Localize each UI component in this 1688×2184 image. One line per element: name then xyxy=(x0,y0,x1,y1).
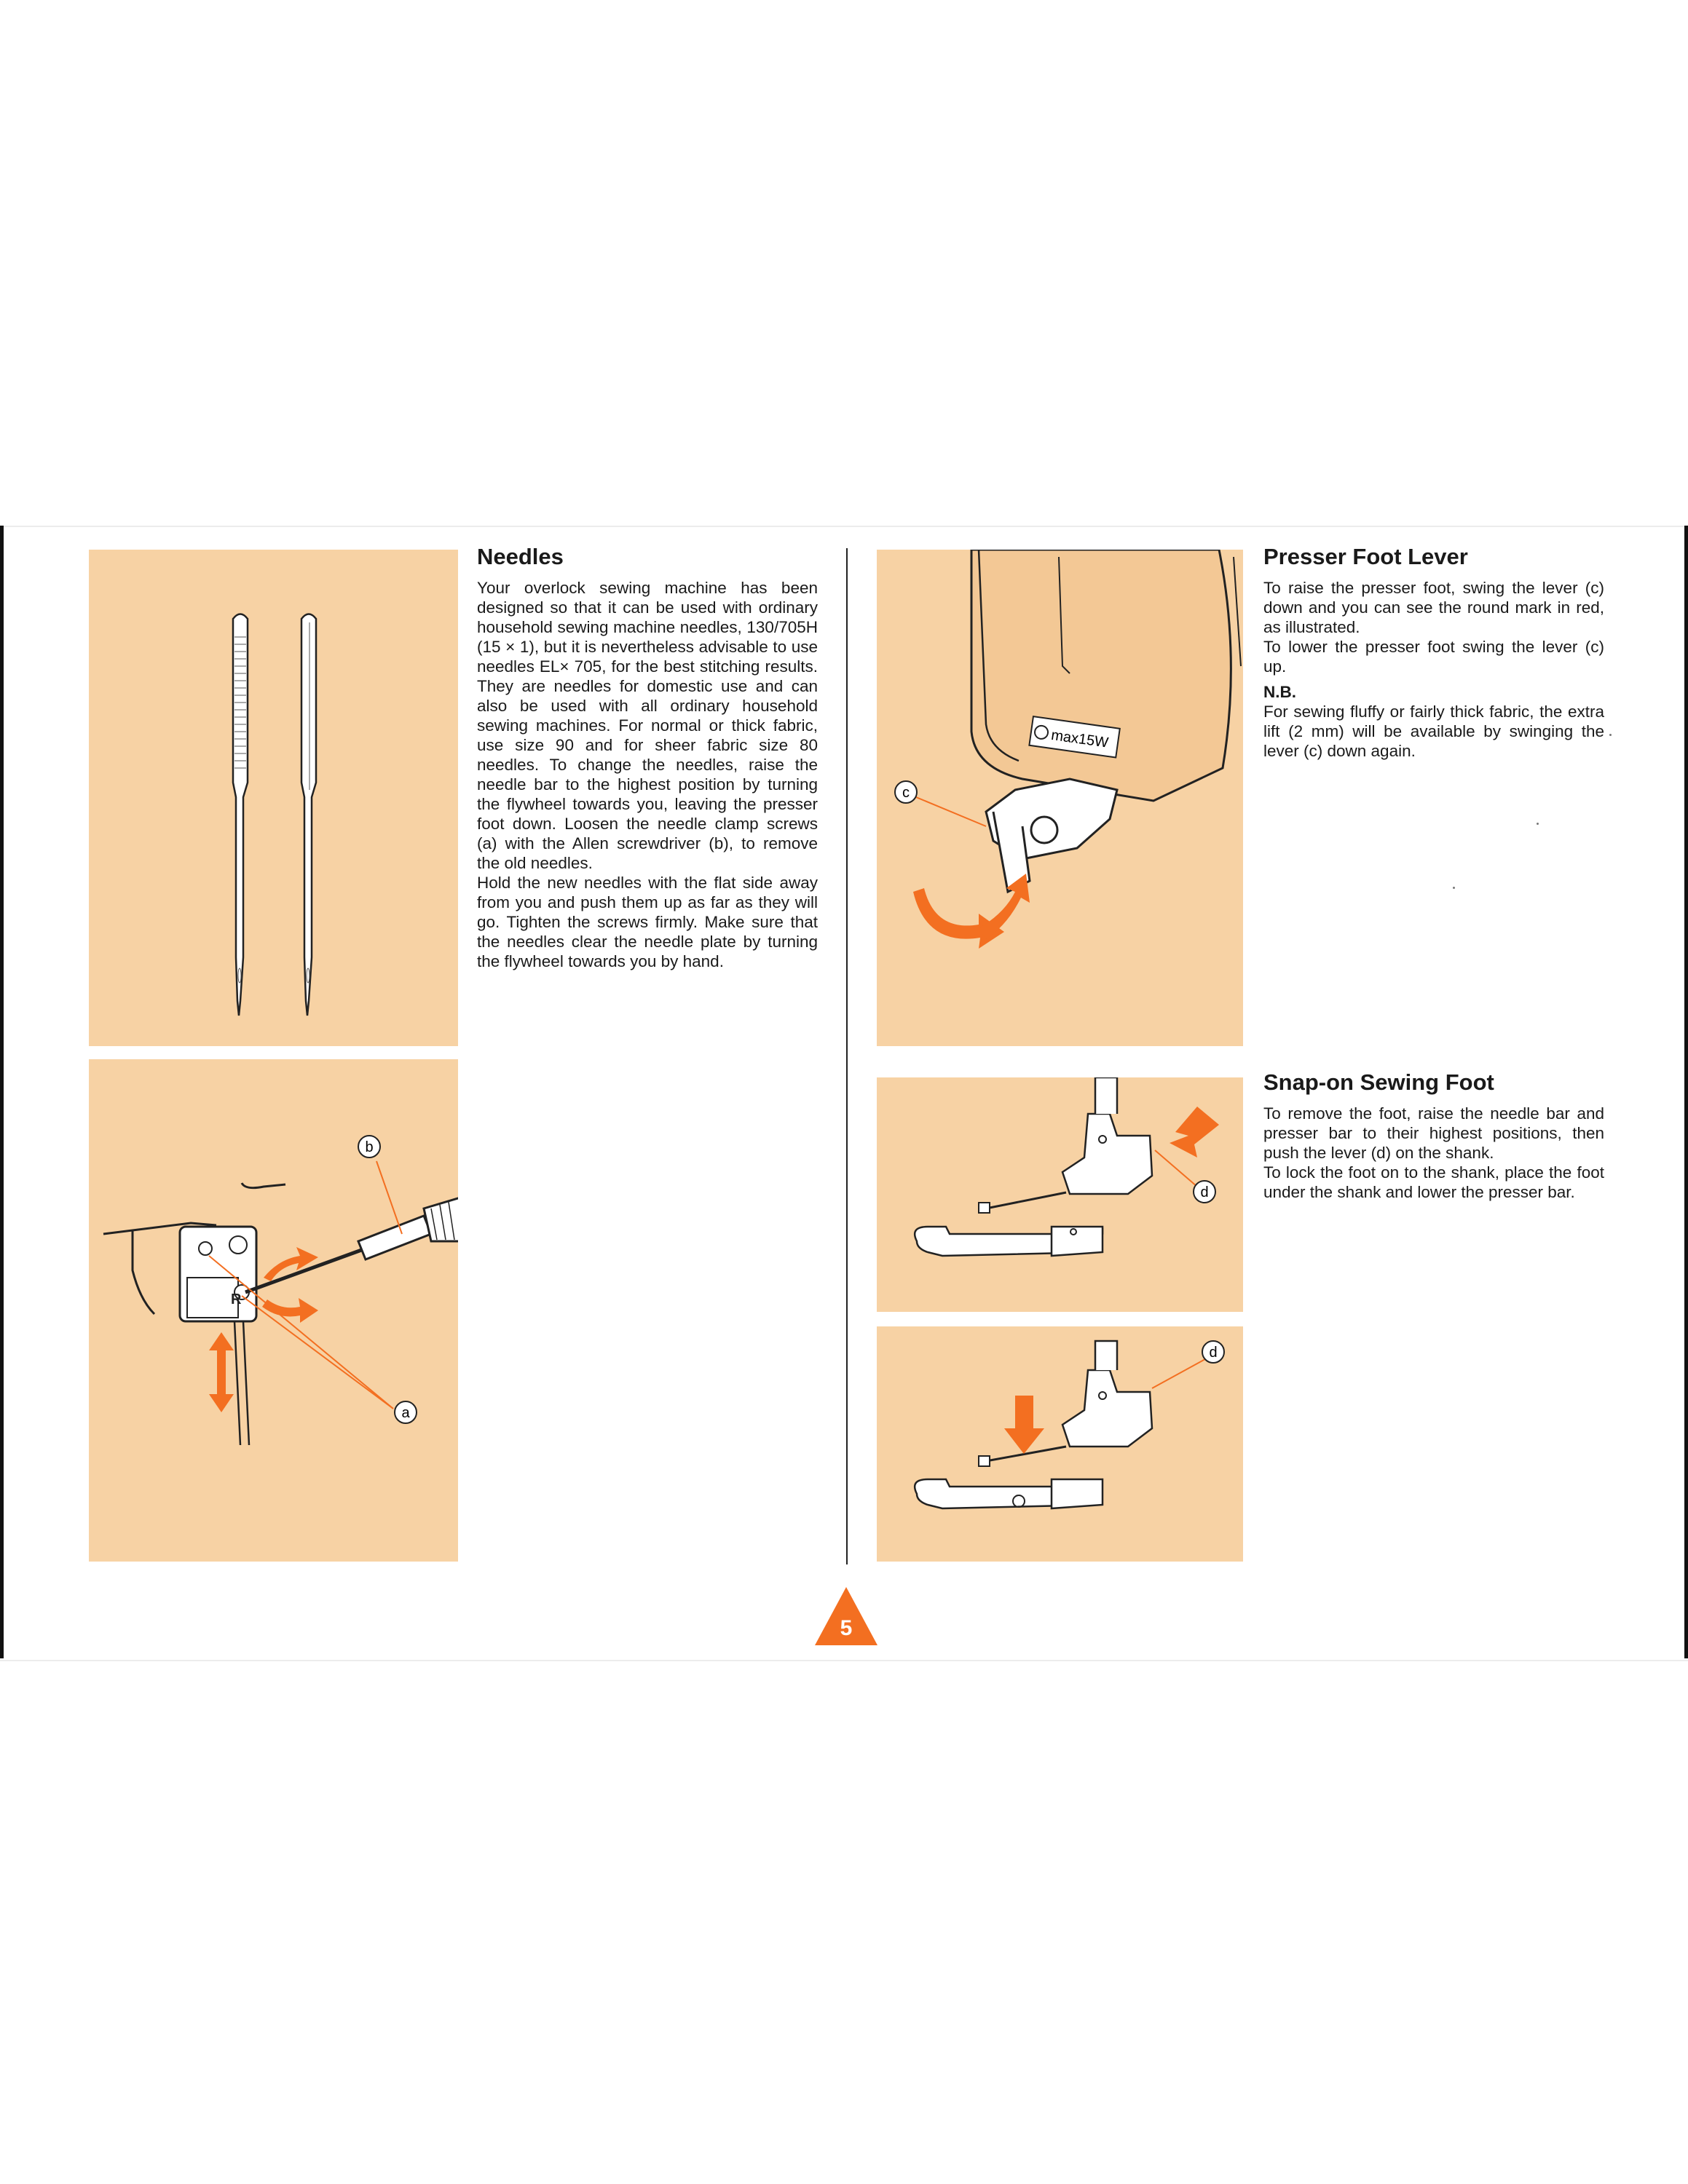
page-number: 5 xyxy=(840,1616,853,1640)
needles-paragraph-2: Hold the new needles with the flat side away from you and push them up as far as they will go. Tighten the screws firmly. Make sure that the needles clear the needle plate by turning the flywheel towards you by hand. xyxy=(477,874,818,970)
needles-section xyxy=(477,545,818,971)
presser-foot-lever-title: Presser Foot Lever xyxy=(1263,544,1468,569)
center-divider xyxy=(846,548,848,1564)
snap-on-foot-section xyxy=(1263,1070,1604,1202)
scan-speck xyxy=(1609,734,1612,736)
needles-paragraph-1: Your overlock sewing machine has been designed so that it can be used with ordinary household sewing machine needles, 130/705H (15 × 1), but it is nevertheless advisable to use needles EL× 705, for the best stitching results. They are needles for domestic use and can also be used with all ordinary household sewing machines. For normal or thick fabric, use size 90 and for sheer fabric size 80 needles. To change the needles, raise the needle bar to the highest position by turning the flywheel towards you, leaving the presser foot down. Loosen the needle clamp screws (a) with the Allen screwdriver (b), to remove the old needles. xyxy=(477,579,818,872)
scan-speck xyxy=(1453,887,1455,889)
machine-badge-text: max15W xyxy=(1050,727,1110,751)
needles-title: Needles xyxy=(477,544,564,569)
snap-on-foot-paragraph-2: To lock the foot on to the shank, place the foot under the shank and lower the presser bar. xyxy=(1263,1163,1604,1201)
label-c: c xyxy=(902,785,910,801)
clamp-r-mark: R xyxy=(231,1291,242,1307)
presser-foot-lever-section xyxy=(1263,545,1604,761)
snap-on-foot-paragraph-1: To remove the foot, raise the needle bar and presser bar to their highest positions, then push the lever (d) on the shank. xyxy=(1263,1104,1604,1162)
label-a: a xyxy=(401,1405,410,1421)
presser-foot-lever-paragraph-1: To raise the presser foot, swing the lever (c) down and you can see the round mark in red, as illustrated. xyxy=(1263,579,1604,636)
needle-clamp-illustration xyxy=(89,1059,458,1562)
scan-speck xyxy=(1537,823,1539,825)
page-edge-right xyxy=(1684,526,1688,1658)
snap-on-foot-lock-drawing xyxy=(877,1326,1243,1562)
label-d: d xyxy=(1200,1184,1209,1200)
label-b: b xyxy=(365,1139,374,1155)
snap-on-foot-remove-illustration xyxy=(877,1077,1243,1312)
snap-on-foot-title: Snap-on Sewing Foot xyxy=(1263,1069,1494,1095)
page-edge-left xyxy=(0,526,4,1658)
snap-on-foot-lock-illustration xyxy=(877,1326,1243,1562)
needles-drawing xyxy=(89,550,458,1046)
needle-clamp-drawing xyxy=(89,1059,458,1562)
presser-foot-lever-paragraph-2: To lower the presser foot swing the lever (c) up. xyxy=(1263,638,1604,676)
nb-label: N.B. xyxy=(1263,683,1296,701)
presser-foot-lever-drawing xyxy=(877,550,1243,1046)
snap-on-foot-remove-drawing xyxy=(877,1077,1243,1312)
presser-foot-lever-illustration xyxy=(877,550,1243,1046)
nb-text: For sewing fluffy or fairly thick fabric, the extra lift (2 mm) will be available by swinging the lever (c) down again. xyxy=(1263,703,1604,760)
page-number-badge xyxy=(813,1587,879,1645)
needles-illustration xyxy=(89,550,458,1046)
label-d-2: d xyxy=(1209,1345,1218,1361)
